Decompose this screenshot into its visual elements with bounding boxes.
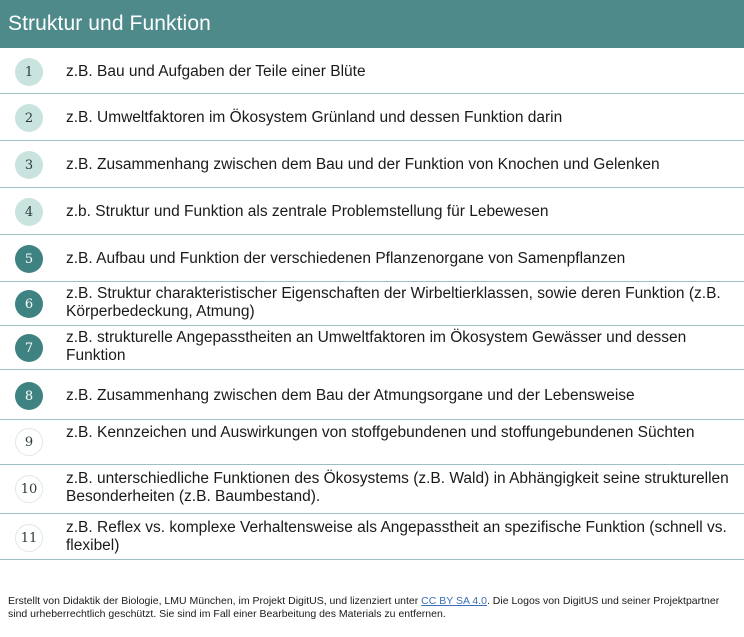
- item-text: z.B. Kennzeichen und Auswirkungen von stoffgebundenen und stoffungebundenen Süchten: [66, 424, 695, 441]
- item-number-badge: 4: [15, 198, 43, 226]
- item-text: z.B. Aufbau und Funktion der verschiedenen Pflanzenorgane von Samenpflanzen: [66, 250, 626, 267]
- item-text: z.B. strukturelle Angepasstheiten an Umweltfaktoren im Ökosystem Gewässer und dessen Funktion: [66, 329, 687, 364]
- item-text: z.B. unterschiedliche Funktionen des Ökosystems (z.B. Wald) in Abhängigkeit seine strukturellen Besonderheiten (z.B. Baumbestand).: [66, 470, 729, 505]
- item-text: z.b. Struktur und Funktion als zentrale Problemstellung für Lebewesen: [66, 203, 549, 220]
- item-number-badge: 7: [15, 334, 43, 362]
- item-number-badge: 2: [15, 104, 43, 132]
- item-number-badge: 11: [15, 524, 43, 552]
- list-item: [0, 465, 744, 514]
- item-text: z.B. Zusammenhang zwischen dem Bau und der Funktion von Knochen und Gelenken: [66, 156, 660, 173]
- header-bar: [0, 0, 744, 48]
- item-number-badge: 3: [15, 151, 43, 179]
- divider: [0, 559, 744, 560]
- page-title: Struktur und Funktion: [8, 12, 211, 35]
- license-footer: [8, 595, 738, 621]
- item-number-badge: 1: [15, 58, 43, 86]
- list-item: [0, 235, 744, 282]
- item-text: z.B. Zusammenhang zwischen dem Bau der Atmungsorgane und der Lebensweise: [66, 387, 635, 404]
- item-text: z.B. Umweltfaktoren im Ökosystem Grünland und dessen Funktion darin: [66, 109, 563, 126]
- list-item: [0, 420, 744, 465]
- item-text: z.B. Reflex vs. komplexe Verhaltensweise als Angepasstheit an spezifische Funktion (schnell vs. flexibel): [66, 519, 727, 554]
- item-number-badge: 9: [15, 428, 43, 456]
- license-link[interactable]: CC BY SA 4.0: [421, 595, 487, 607]
- list-item: [0, 49, 744, 94]
- list-item: [0, 94, 744, 141]
- list-item: [0, 282, 744, 326]
- list-item: [0, 188, 744, 235]
- list-item: [0, 141, 744, 188]
- list-item: [0, 514, 744, 560]
- list-item: [0, 370, 744, 420]
- item-number-badge: 8: [15, 382, 43, 410]
- footer-text-start: Erstellt von Didaktik der Biologie, LMU München, im Projekt DigitUS, und lizenziert unter: [8, 595, 422, 607]
- item-number-badge: 6: [15, 290, 43, 318]
- list-item: [0, 326, 744, 370]
- item-number-badge: 10: [15, 475, 43, 503]
- item-text: z.B. Struktur charakteristischer Eigenschaften der Wirbeltierklassen, sowie deren Funktion (z.B. Körperbedeckung, Atmung): [66, 285, 721, 320]
- footer-text-end: . Die Logos von DigitUS und seiner Projektpartner sind urheberrechtlich geschützt. Sie sind im Fall einer Bearbeitung des Materials zu entfernen.: [8, 595, 720, 620]
- item-number-badge: 5: [15, 245, 43, 273]
- item-text: z.B. Bau und Aufgaben der Teile einer Blüte: [66, 63, 366, 80]
